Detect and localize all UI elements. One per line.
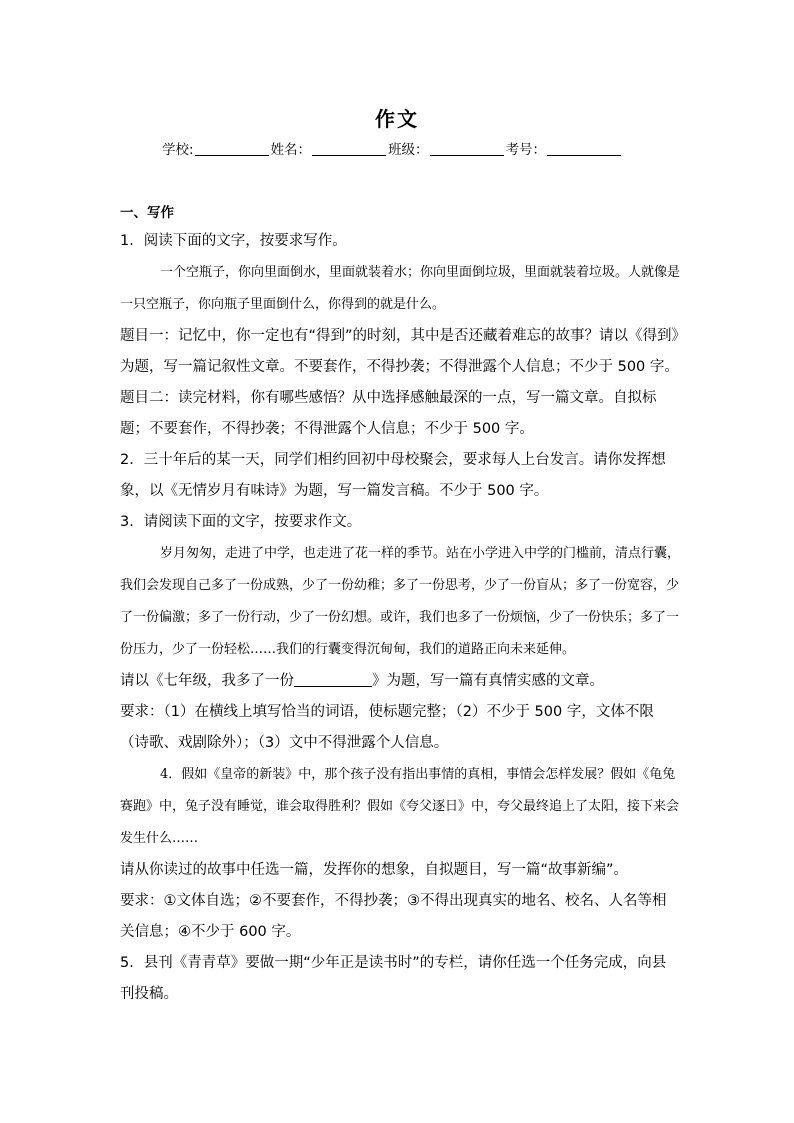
q3-prompt: 3．请阅读下面的文字，按要求作文。	[120, 514, 362, 530]
q1-topic1: 题目一：记忆中，你一定也有“得到”的时刻，其中是否还藏着难忘的故事？请以《得到》为题，写一篇记叙性文章。不要套作，不得抄袭；不得泄露个人信息；不少于 500 字。	[120, 328, 679, 375]
q2-text: 2．三十年后的某一天，同学们相约回初中母校聚会，要求每人上台发言。请你发挥想象，以《无情岁月有味诗》为题，写一篇发言稿。不少于 500 字。	[120, 452, 666, 499]
q5-text: 5．县刊《青青草》要做一期“少年正是读书时”的专栏，请你任选一个任务完成，向县刊投稿。	[120, 955, 667, 1002]
q3-requirements: 要求：（1）在横线上填写恰当的词语，使标题完整；（2）不少于 500 字，文体不限（诗歌、戏剧除外）；（3）文中不得泄露个人信息。	[120, 704, 654, 751]
q3-instruction	[120, 666, 680, 697]
name-blank	[312, 141, 386, 156]
q4-material: 4．假如《皇帝的新装》中，那个孩子没有指出事情的真相，事情会怎样发展？假如《龟兔赛跑》中，兔子没有睡觉，谁会取得胜利？假如《夸父逐日》中，夸父最终追上了太阳，接下来会发生什么……	[120, 767, 680, 846]
q1-material: 一个空瓶子，你向里面倒水，里面就装着水；你向里面倒垃圾，里面就装着垃圾。人就像是一只空瓶子，你向瓶子里面倒什么，你得到的就是什么。	[120, 265, 681, 312]
section-heading: 一、写作	[120, 205, 174, 221]
class-label: 班级：	[388, 142, 429, 158]
exam-no-blank	[547, 141, 621, 156]
q1-prompt: 1．阅读下面的文字，按要求写作。	[120, 233, 347, 249]
student-info-line	[162, 138, 623, 158]
school-label: 学校:	[162, 142, 194, 158]
school-blank	[195, 141, 269, 156]
document-body	[120, 200, 680, 1010]
q3-material: 岁月匆匆，走进了中学，也走进了花一样的季节。站在小学进入中学的门槛前，清点行囊，我们会发现自己多了一份成熟，少了一份幼稚；多了一份思考，少了一份盲从；多了一份宽容，少了一份偏激；多了一份行动，少了一份幻想。或许，我们也多了一份烦恼，少了一份快乐；多了一份压力，少了一份轻松……我们的行囊变得沉甸甸，我们的道路正向未来延伸。	[120, 546, 681, 657]
q3-instruction-before: 请以《七年级，我多了一份	[120, 673, 294, 689]
q1-topic2: 题目二：读完材料，你有哪些感悟？从中选择感触最深的一点，写一篇文章。自拟标题；不要套作，不得抄袭；不得泄露个人信息；不少于 500 字。	[120, 390, 657, 437]
exam-no-label: 考号：	[505, 142, 547, 158]
q4-instruction: 请从你读过的故事中任选一篇，发挥你的想象，自拟题目，写一篇“故事新编”。	[120, 862, 629, 878]
name-label: 姓名：	[270, 142, 312, 158]
q3-instruction-after: 》为题，写一篇有真情实感的文章。	[372, 673, 604, 689]
class-blank	[430, 141, 504, 156]
document-title: 作文	[375, 107, 419, 131]
q3-title-blank	[294, 672, 372, 687]
q4-requirements: 要求：①文体自选；②不要套作，不得抄袭；③不得出现真实的地名、校名、人名等相关信息；④不少于 600 字。	[120, 893, 667, 940]
